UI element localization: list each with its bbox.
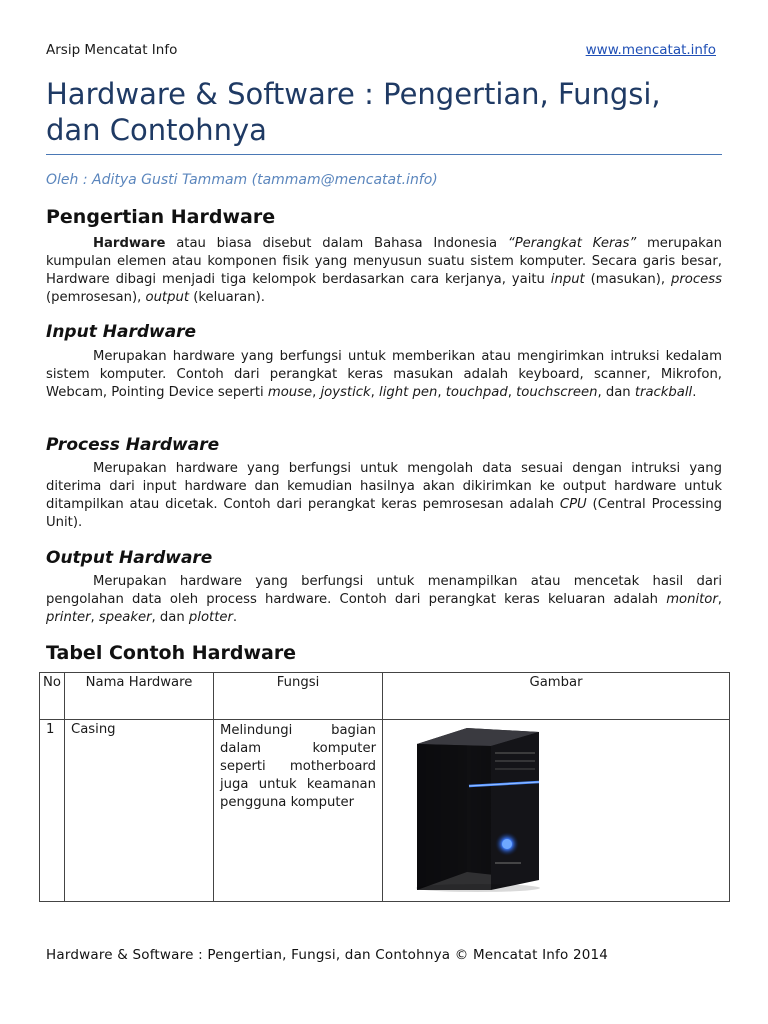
term: speaker	[98, 610, 152, 625]
cell-no: 1	[40, 720, 65, 902]
text: Merupakan hardware yang berfungsi untuk menampilkan atau mencetak hasil dari pengolahan data oleh process hardware. Contoh dari perangkat keras keluaran adalah	[46, 574, 722, 607]
table-row	[40, 720, 730, 902]
term: monitor	[666, 592, 718, 607]
paragraph-pengertian	[46, 235, 722, 307]
text: (Central Processing Unit).	[46, 497, 722, 530]
site-name: Arsip Mencatat Info	[46, 42, 178, 58]
computer-case-icon	[383, 722, 569, 892]
heading-process-hardware: Process Hardware	[46, 435, 220, 455]
site-url-link[interactable]: www.mencatat.info	[585, 42, 716, 58]
table-header-row	[40, 673, 730, 720]
text: (pemrosesan),	[46, 290, 146, 305]
text: ,	[90, 610, 99, 625]
text: .	[232, 610, 238, 625]
column-header-gambar: Gambar	[383, 673, 730, 720]
title-divider	[46, 154, 722, 155]
text: ,	[312, 385, 321, 400]
page-header	[46, 42, 722, 60]
term: printer	[46, 610, 91, 625]
term-hardware: Hardware	[93, 236, 166, 251]
term: plotter	[188, 610, 233, 625]
term: touchpad	[445, 385, 508, 400]
author-line: Oleh : Aditya Gusti Tammam (tammam@mencatat.info)	[46, 172, 438, 188]
cell-nama: Casing	[65, 720, 214, 902]
text: atau biasa disebut dalam Bahasa Indonesia	[165, 236, 508, 251]
column-header-nama: Nama Hardware	[65, 673, 214, 720]
term: mouse	[267, 385, 313, 400]
column-header-fungsi: Fungsi	[214, 673, 383, 720]
heading-output-hardware: Output Hardware	[46, 548, 213, 568]
heading-input-hardware: Input Hardware	[46, 322, 197, 342]
term-cpu: CPU	[559, 497, 587, 512]
text: , dan	[597, 385, 635, 400]
paragraph-process-hardware	[46, 460, 722, 532]
term-perangkat-keras: “Perangkat Keras”	[507, 236, 637, 251]
term: joystick	[320, 385, 371, 400]
heading-tabel: Tabel Contoh Hardware	[46, 642, 297, 664]
text: merupakan kumpulan elemen atau komponen fisik yang menyusun suatu sistem komputer. Secara garis besar, Hardware dibagi menjadi tiga kelompok berdasarkan cara kerjanya, yaitu	[46, 236, 723, 287]
text: Merupakan hardware yang berfungsi untuk mengolah data sesuai dengan intruksi yang diterima dari input hardware dan kemudian hasilnya akan dikirimkan ke output hardware untuk ditampilkan atau dicetak. Contoh dari perangkat keras pemrosesan adalah	[46, 461, 722, 512]
text: .	[692, 385, 697, 400]
term-output: output	[145, 290, 189, 305]
term: trackball	[634, 385, 693, 400]
text: ,	[370, 385, 380, 400]
term: light pen	[379, 385, 438, 400]
term: touchscreen	[516, 385, 598, 400]
text: ,	[437, 385, 446, 400]
computer-case-image	[383, 722, 569, 892]
paragraph-output-hardware	[46, 573, 722, 627]
cell-gambar	[383, 720, 730, 902]
text: , dan	[151, 610, 189, 625]
text: (keluaran).	[189, 290, 265, 305]
text: Merupakan hardware yang berfungsi untuk memberikan atau mengirimkan intruksi kedalam sistem komputer. Contoh dari perangkat keras masukan adalah keyboard, scanner, Mikrofon, Webcam, Pointing Device seperti	[46, 349, 722, 400]
text: ,	[507, 385, 517, 400]
text: (masukan),	[584, 272, 672, 287]
column-header-no: No	[40, 673, 65, 720]
cell-fungsi: Melindungi bagian dalam komputer seperti motherboard juga untuk keamanan pengguna komputer	[214, 720, 383, 902]
page-footer: Hardware & Software : Pengertian, Fungsi, dan Contohnya © Mencatat Info 2014	[46, 947, 609, 963]
text: ,	[717, 592, 722, 607]
paragraph-input-hardware	[46, 348, 722, 402]
term-input: input	[550, 272, 585, 287]
term-process: process	[671, 272, 722, 287]
document-title: Hardware & Software : Pengertian, Fungsi, dan Contohnya	[46, 77, 661, 147]
hardware-table	[39, 672, 730, 902]
heading-pengertian: Pengertian Hardware	[46, 206, 276, 228]
